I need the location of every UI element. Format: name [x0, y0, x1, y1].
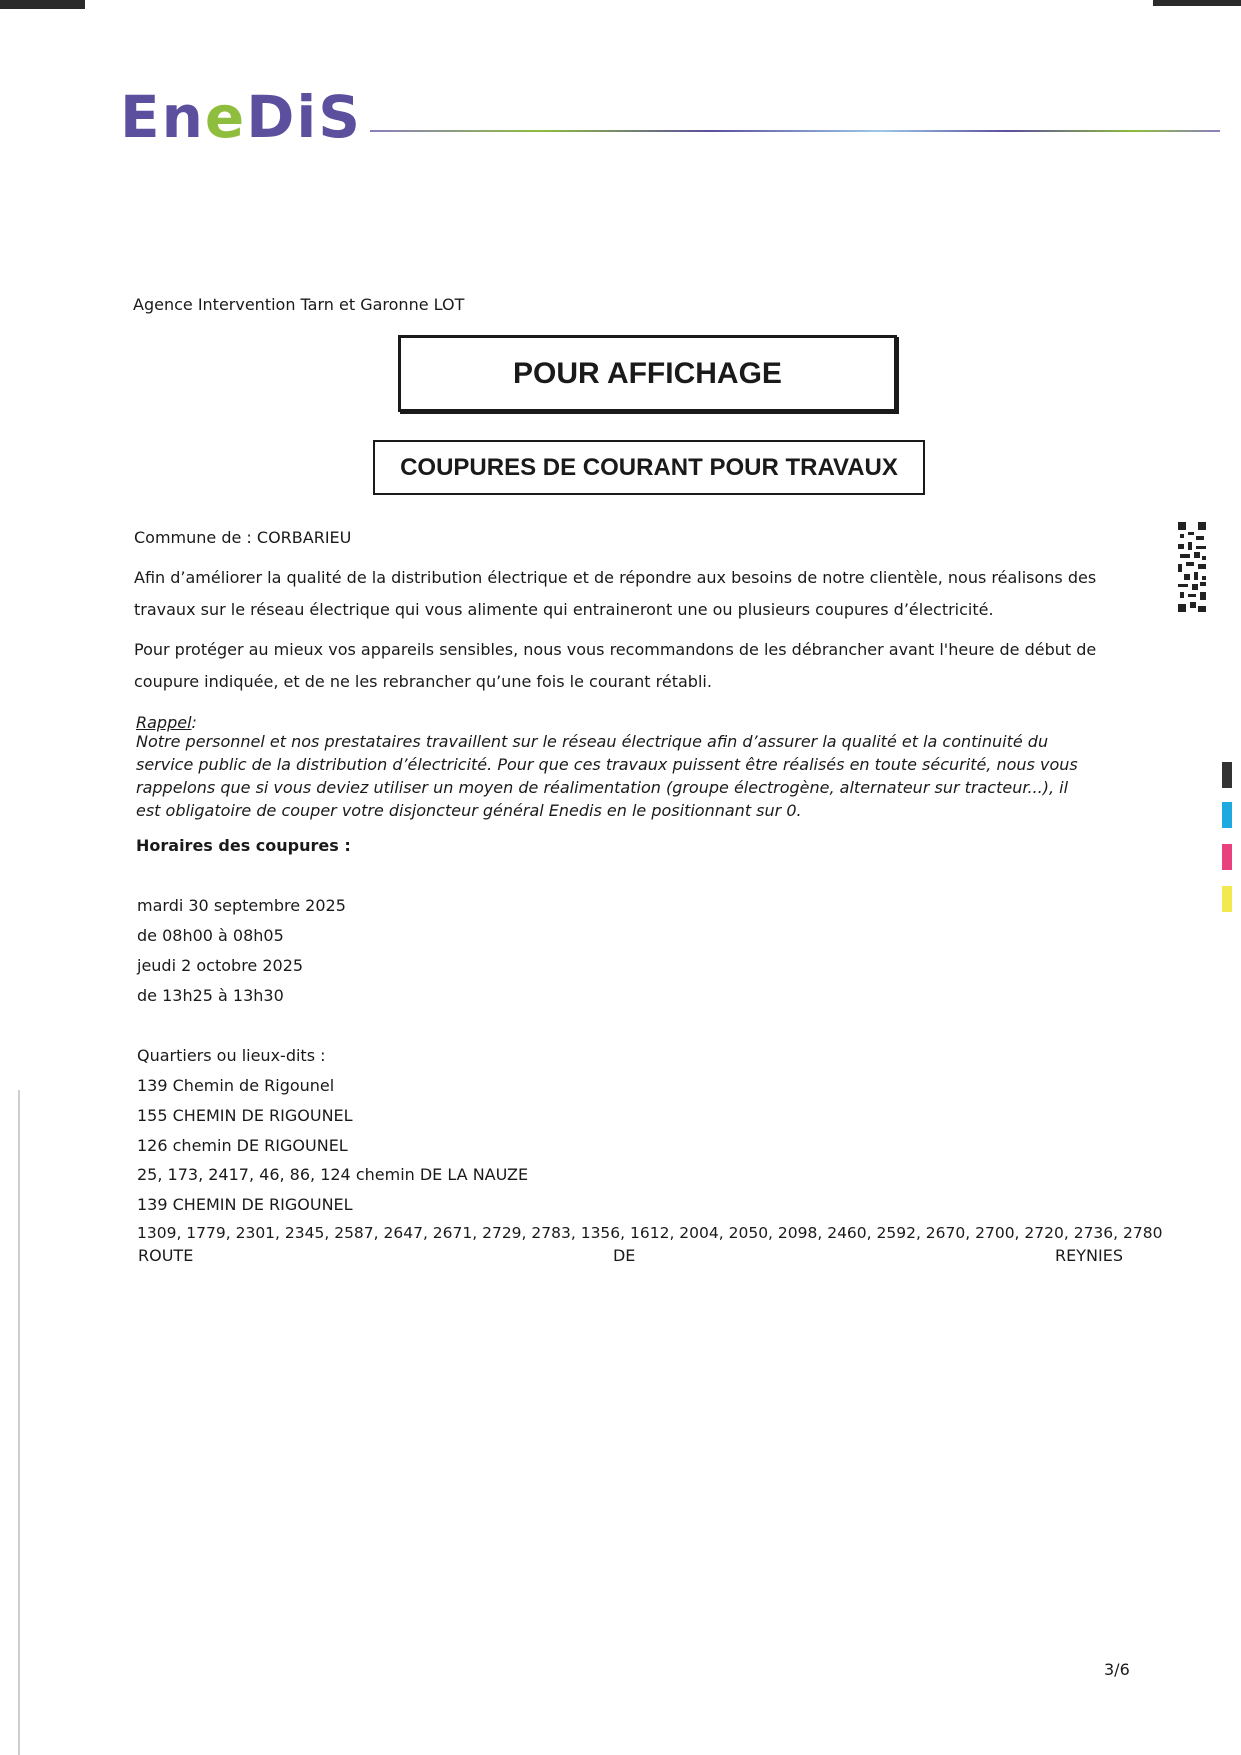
schedule-line: jeudi 2 octobre 2025 [137, 956, 304, 975]
quartiers-title: Quartiers ou lieux-dits : [137, 1046, 326, 1065]
title-box [398, 335, 897, 412]
advice-paragraph: Pour protéger au mieux vos appareils sensibles, nous vous recommandons de les débrancher avant l'heure de début de coupure indiquée, et de ne les rebrancher qu’une fois le courant rétabli. [134, 640, 1097, 691]
color-mark-cyan [1222, 802, 1232, 828]
schedule-line: de 08h00 à 08h05 [137, 926, 284, 945]
commune-line: Commune de : CORBARIEU [134, 528, 352, 547]
side-code-text [0, 1440, 4, 1640]
subtitle-box [373, 440, 925, 495]
scan-mark-top-left [0, 0, 85, 9]
title-text: POUR AFFICHAGE [513, 356, 782, 390]
quartier-item: 25, 173, 2417, 46, 86, 124 chemin DE LA NAUZE [137, 1165, 529, 1184]
route-word: REYNIES [1055, 1246, 1123, 1265]
color-mark-magenta [1222, 844, 1232, 870]
schedule-line: de 13h25 à 13h30 [137, 986, 284, 1005]
scan-mark-top-right [1153, 0, 1241, 6]
route-word: ROUTE [138, 1246, 194, 1265]
side-scan-code [0, 1240, 30, 1440]
horaires-title: Horaires des coupures : [136, 836, 351, 855]
page-number: 3/6 [1104, 1660, 1130, 1679]
logo-part-2: e [204, 83, 247, 151]
quartier-item: 155 CHEMIN DE RIGOUNEL [137, 1106, 353, 1125]
quartier-item: 139 CHEMIN DE RIGOUNEL [137, 1195, 353, 1214]
color-mark-black [1222, 762, 1232, 788]
agency-name: Agence Intervention Tarn et Garonne LOT [133, 295, 465, 314]
intro-paragraph: Afin d’améliorer la qualité de la distribution électrique et de répondre aux besoins de notre clientèle, nous réalisons des travaux sur le réseau électrique qui vous alimente qui entraineront une ou plusieurs coupures d’électricité. [134, 568, 1097, 619]
quartier-item: 1309, 1779, 2301, 2345, 2587, 2647, 2671, 2729, 2783, 1356, 1612, 2004, 2050, 2098, 2460, 2592, 2670, 2700, 2720, 2736, 2780 [137, 1224, 1163, 1242]
quartier-item: 126 chemin DE RIGOUNEL [137, 1136, 348, 1155]
rappel-text: Notre personnel et nos prestataires travaillent sur le réseau électrique afin d’assurer la qualité et la continuité du service public de la distribution d’électricité. Pour que ces travaux puissent être réalisés en toute sécurité, nous vous rappelons que si vous deviez utiliser un moyen de réalimentation (groupe électrogène, alternateur sur tracteur...), il est obligatoire de couper votre disjoncteur général Enedis en le positionnant sur 0. [136, 732, 1078, 820]
logo-part-3: DiS [246, 83, 363, 151]
logo-decorative-line [370, 130, 1220, 132]
schedule-line: mardi 30 septembre 2025 [137, 896, 346, 915]
qr-code-icon [1176, 520, 1208, 616]
route-word: DE [612, 1246, 636, 1265]
enedis-logo [120, 83, 363, 151]
color-mark-yellow [1222, 886, 1232, 912]
subtitle-text: COUPURES DE COURANT POUR TRAVAUX [400, 453, 898, 481]
route-row [138, 1246, 1123, 1265]
rappel-colon: : [191, 713, 197, 732]
quartier-item: 139 Chemin de Rigounel [137, 1076, 335, 1095]
rappel-label: Rappel [136, 713, 192, 732]
logo-part-1: En [120, 83, 205, 151]
